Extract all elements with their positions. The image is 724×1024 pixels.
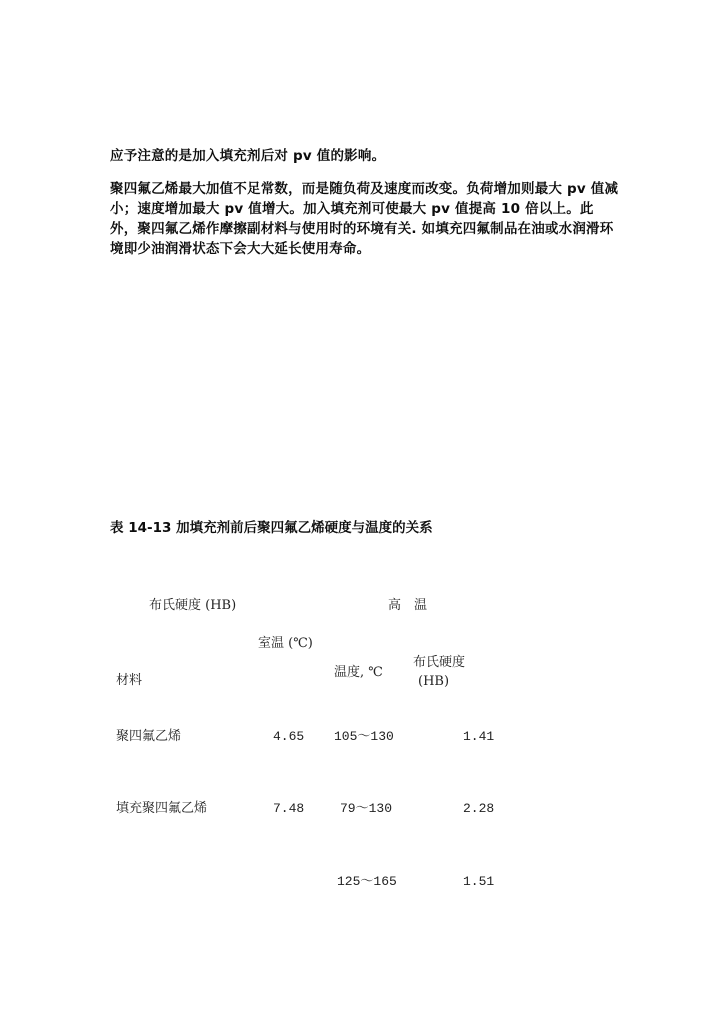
header-room-temp: 室温 (℃) <box>258 636 313 651</box>
cell-hb: 2.28 <box>463 801 495 816</box>
cell-material: 聚四氟乙烯 <box>116 729 182 744</box>
paragraph-ptfe-pv: 聚四氟乙烯最大加值不足常数，而是随负荷及速度而改变。负荷增加则最大 pv 值减小；速度增加最大 pv 值增大。加入填充剂可使最大 pv 值提高 10 倍以上。此外，聚四氟乙烯作摩擦副材料与使用时的环境有关. 如填充四氟制品在油或水润滑环境即少油润滑状态下会大大延长使用寿命。 <box>110 181 619 257</box>
cell-temperature: 125～165 <box>337 874 397 889</box>
table-caption: 表 14-13 加填充剂前后聚四氟乙烯硬度与温度的关系 <box>110 520 433 536</box>
cell-room-temp: 4.65 <box>273 729 305 744</box>
cell-room-temp: 7.48 <box>273 801 305 816</box>
header-temperature: 温度, ℃ <box>334 665 383 680</box>
cell-hb: 1.51 <box>463 874 495 889</box>
header-brinell-hb-1: 布氏硬度 <box>413 655 466 670</box>
header-high-temp: 高 温 <box>388 598 428 613</box>
cell-material: 填充聚四氟乙烯 <box>116 801 208 816</box>
header-brinell-hb-2: (HB) <box>418 674 450 689</box>
cell-hb: 1.41 <box>463 729 495 744</box>
header-brinell: 布氏硬度 (HB) <box>149 598 237 613</box>
cell-temperature: 79～130 <box>340 801 393 816</box>
paragraph-pv-note: 应予注意的是加入填充剂后对 pv 值的影响。 <box>110 148 386 164</box>
cell-temperature: 105～130 <box>334 729 394 744</box>
header-material: 材料 <box>116 673 143 688</box>
